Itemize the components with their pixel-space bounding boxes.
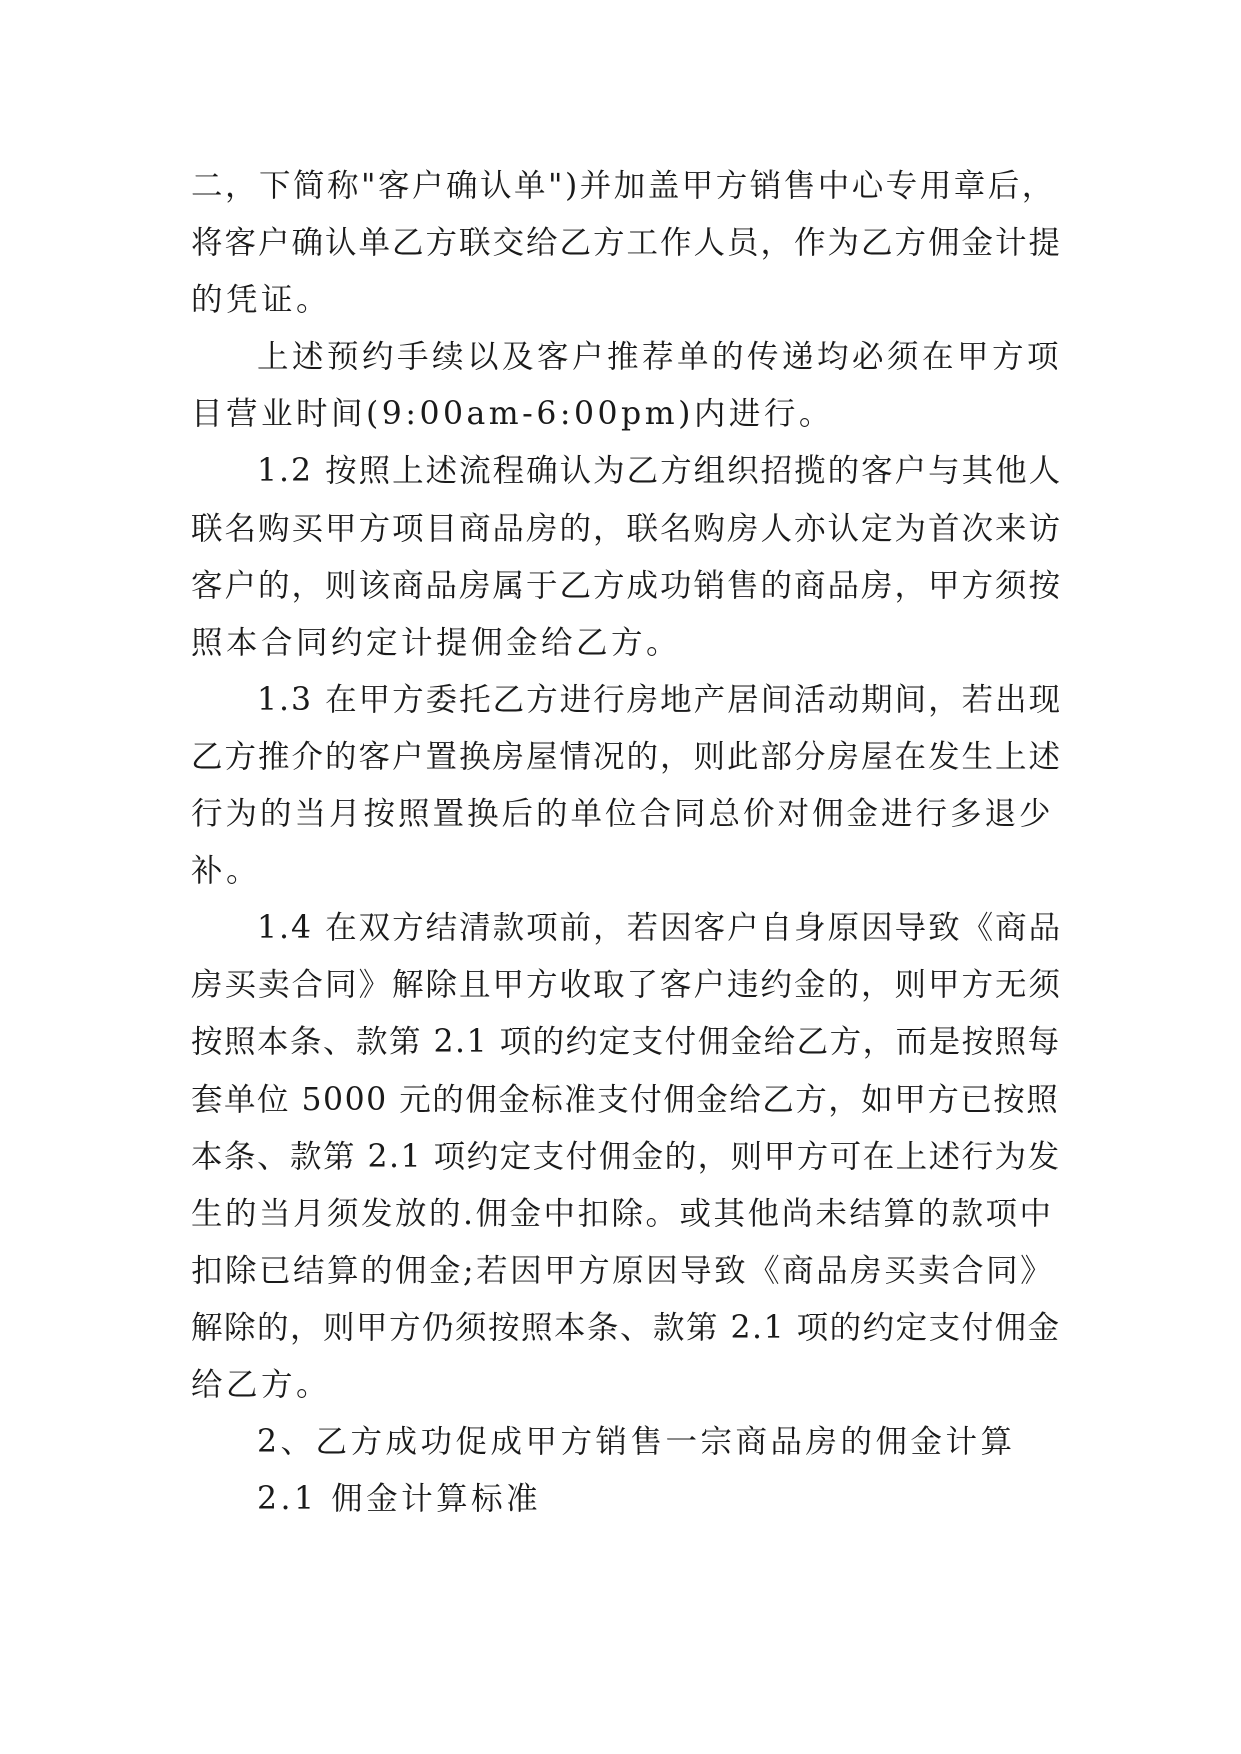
text-line: 扣除已结算的佣金;若因甲方原因导致《商品房买卖合同》 [191, 1252, 1055, 1289]
section-2-1-heading: 2.1 佣金计算标准 [257, 1481, 542, 1518]
text-line: 客户的，则该商品房属于乙方成功销售的商品房，甲方须按 [191, 567, 1063, 604]
text-line: 解除的，则甲方仍须按照本条、款第 2.1 项的约定支付佣金 [191, 1309, 1061, 1346]
text-line: 房买卖合同》解除且甲方收取了客户违约金的，则甲方无须 [191, 967, 1063, 1004]
section-2-heading: 2、乙方成功促成甲方销售一宗商品房的佣金计算 [257, 1424, 1016, 1461]
text-line: 本条、款第 2.1 项约定支付佣金的，则甲方可在上述行为发 [191, 1138, 1061, 1175]
contract-body-text [191, 158, 1063, 1528]
clause-1-2-line: 1.2 按照上述流程确认为乙方组织招揽的客户与其他人 [257, 453, 1063, 490]
text-line: 二，下简称"客户确认单")并加盖甲方销售中心专用章后， [191, 168, 1056, 204]
text-line: 行为的当月按照置换后的单位合同总价对佣金进行多退少 [191, 796, 1054, 833]
text-line: 按照本条、款第 2.1 项的约定支付佣金给乙方，而是按照每 [191, 1024, 1061, 1061]
text-line: 上述预约手续以及客户推荐单的传递均必须在甲方项 [257, 339, 1063, 376]
text-line: 乙方推介的客户置换房屋情况的，则此部分房屋在发生上述 [191, 738, 1063, 775]
text-line: 目营业时间(9:00am-6:00pm)内进行。 [191, 396, 834, 433]
text-line: 联名购买甲方项目商品房的，联名购房人亦认定为首次来访 [191, 510, 1063, 547]
text-line: 套单位 5000 元的佣金标准支付佣金给乙方，如甲方已按照 [191, 1081, 1060, 1118]
text-line: 给乙方。 [191, 1366, 332, 1403]
text-line: 的凭证。 [191, 282, 332, 319]
text-line: 补。 [191, 853, 262, 890]
text-line: 照本合同约定计提佣金给乙方。 [191, 624, 682, 661]
text-line: 生的当月须发放的.佣金中扣除。或其他尚未结算的款项中 [191, 1195, 1054, 1232]
text-line: 将客户确认单乙方联交给乙方工作人员，作为乙方佣金计提 [191, 225, 1063, 262]
clause-1-4-line: 1.4 在双方结清款项前，若因客户自身原因导致《商品 [257, 910, 1063, 947]
clause-1-3-line: 1.3 在甲方委托乙方进行房地产居间活动期间，若出现 [257, 681, 1063, 718]
